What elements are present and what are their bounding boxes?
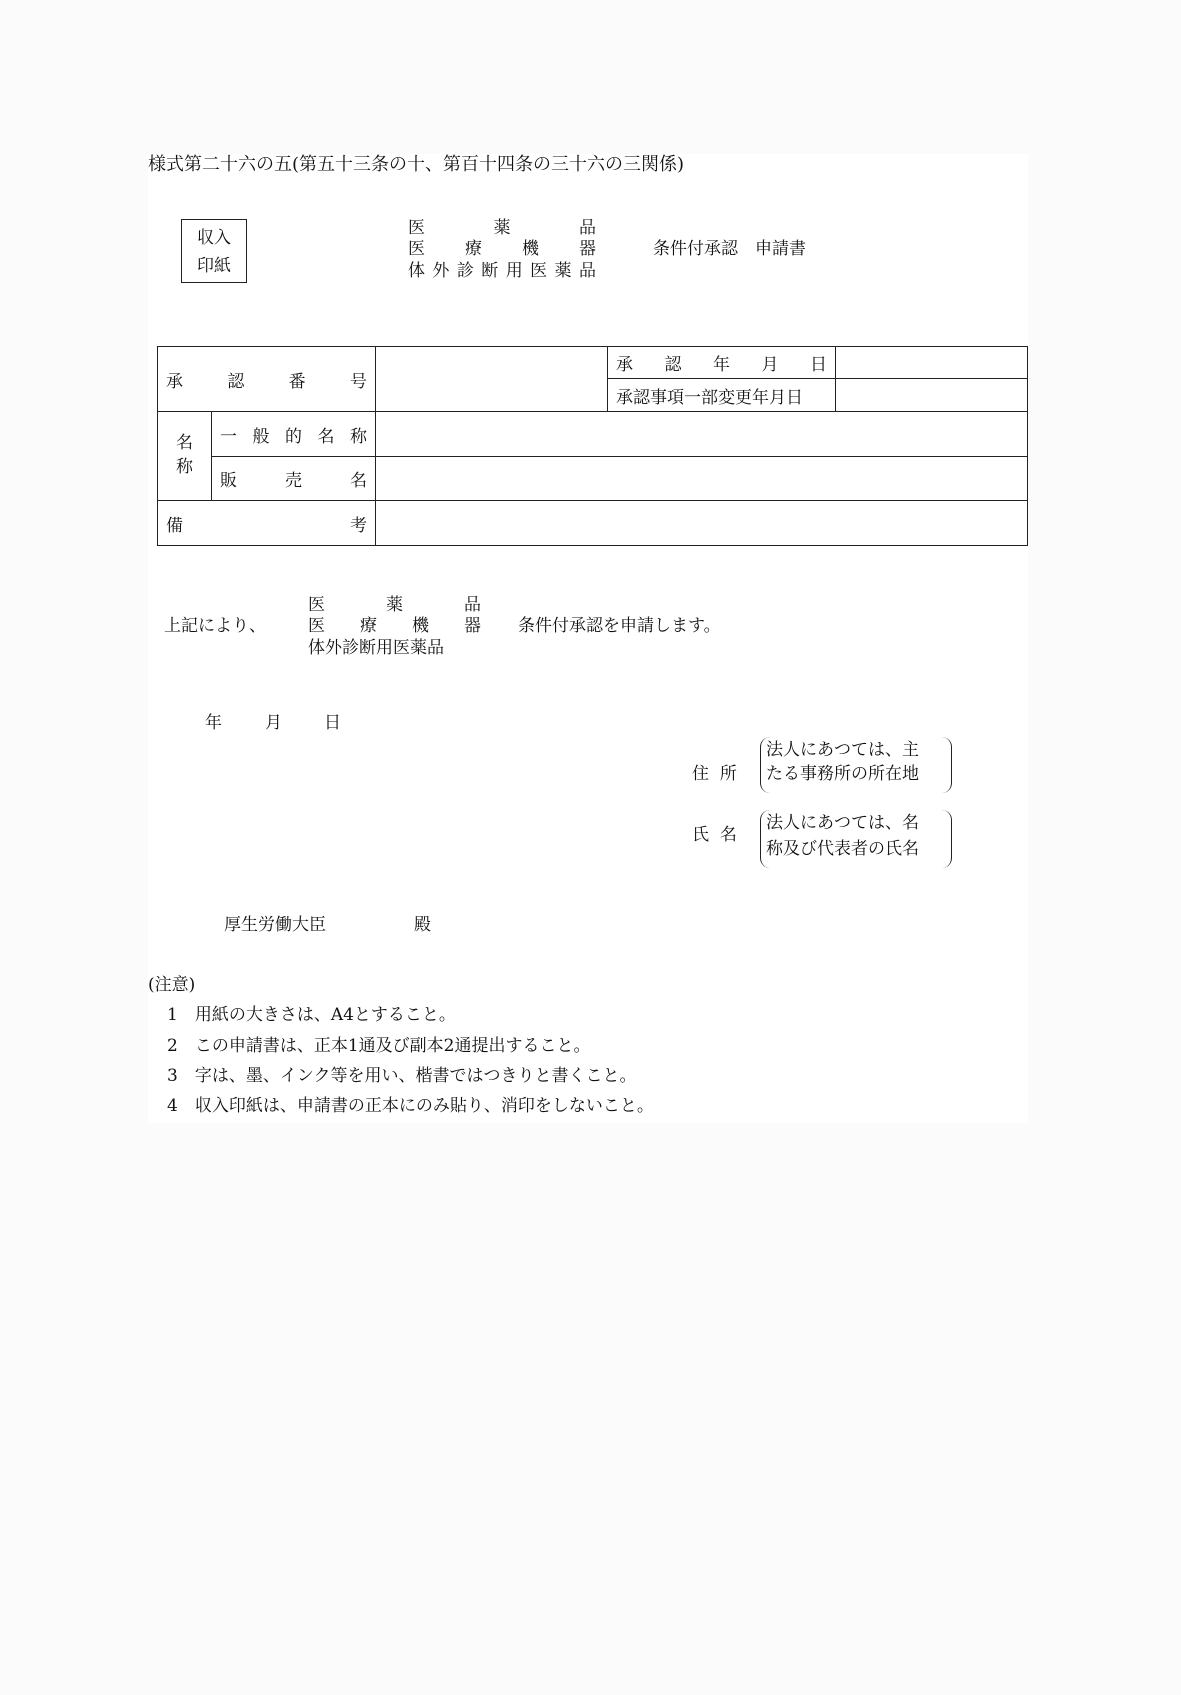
note-item (167, 1038, 590, 1055)
stamp-label-2: 印紙 (197, 256, 231, 276)
char: 認 (664, 355, 682, 375)
char: 医 (308, 595, 325, 615)
char: 療 (465, 239, 482, 259)
statement-category-drug (308, 597, 481, 614)
form-sheet (148, 154, 1028, 1123)
char: 医 (408, 239, 425, 259)
char: 品 (578, 261, 596, 281)
note-text: 字は、墨、インク等を用い、楷書ではつきりと書くこと。 (194, 1066, 637, 1086)
note-text: この申請書は、正本1通及び副本2通提出すること。 (194, 1036, 591, 1056)
char: 器 (579, 239, 596, 259)
approval-number-field[interactable] (376, 347, 608, 412)
char: 名 (317, 426, 335, 447)
char: 薬 (493, 218, 511, 238)
char: 氏 (692, 825, 709, 845)
address-note-1: 法人にあつては、主 (766, 740, 919, 760)
date-day: 日 (324, 713, 341, 733)
char: 薬 (386, 595, 403, 615)
partial-change-date-label: 承認事項一部変更年月日 (608, 379, 836, 412)
char: 機 (412, 616, 429, 636)
char: 品 (579, 218, 596, 238)
char: 番 (288, 371, 306, 392)
char: 年 (713, 355, 730, 375)
char: 認 (227, 371, 245, 392)
char: 用 (505, 261, 523, 281)
general-name-field[interactable] (376, 412, 1028, 457)
char: 品 (464, 595, 481, 615)
sales-name-label (212, 457, 376, 501)
name-note-1: 法人にあつては、名 (766, 813, 919, 833)
note-number: 1 (167, 1005, 178, 1025)
statement-category-ivd: 体外診断用医薬品 (308, 638, 444, 658)
statement-suffix: 条件付承認を申請します。 (518, 616, 721, 636)
char: 一 (220, 426, 237, 447)
char: 薬 (554, 261, 572, 281)
addressee-honorific: 殿 (414, 915, 431, 935)
category-ivd (408, 263, 596, 280)
note-item (167, 1098, 654, 1115)
form-title: 様式第二十六の五(第五十三条の十、第百十四条の三十六の三関係) (148, 154, 685, 175)
char: 外 (432, 261, 450, 281)
header-suffix: 条件付承認 申請書 (653, 239, 806, 259)
char: 所 (719, 764, 737, 784)
revenue-stamp-box (181, 219, 247, 283)
char: 月 (761, 355, 779, 375)
char: 診 (456, 261, 474, 281)
note-number: 2 (167, 1036, 178, 1056)
char: 般 (252, 426, 270, 447)
char: 売 (285, 471, 302, 491)
address-label (692, 766, 737, 783)
address-note-2: たる事務所の所在地 (766, 764, 919, 784)
date-month: 月 (265, 713, 282, 733)
note-number: 3 (167, 1066, 178, 1086)
date-year: 年 (205, 713, 222, 733)
char: 器 (464, 616, 481, 636)
approval-date-field[interactable] (836, 347, 1028, 379)
char: 称 (176, 457, 193, 477)
name-label (692, 827, 737, 844)
char: 体 (408, 261, 425, 281)
name-note-2: 称及び代表者の氏名 (766, 839, 919, 859)
partial-change-date-field[interactable] (836, 379, 1028, 412)
char: 日 (810, 355, 827, 375)
char: 称 (350, 426, 367, 447)
char: 名 (350, 471, 367, 491)
note-text: 収入印紙は、申請書の正本にのみ貼り、消印をしないこと。 (194, 1096, 654, 1116)
char: 住 (692, 764, 709, 784)
remarks-field[interactable] (376, 501, 1028, 546)
char: 承 (616, 355, 633, 375)
note-item (167, 1068, 637, 1085)
notes-heading: (注意) (148, 975, 196, 995)
remarks-label (158, 501, 376, 546)
name-group-label (158, 412, 212, 501)
char: 機 (522, 239, 539, 259)
char: 医 (530, 261, 548, 281)
char: 名 (719, 825, 737, 845)
char: 備 (166, 515, 183, 536)
char: 的 (285, 426, 302, 447)
char: 医 (408, 218, 425, 238)
note-text: 用紙の大きさは、A4とすること。 (194, 1005, 456, 1025)
note-number: 4 (167, 1096, 178, 1116)
application-table (157, 346, 1028, 546)
addressee-name: 厚生労働大臣 (224, 915, 326, 935)
char: 医 (308, 616, 325, 636)
char: 考 (350, 515, 367, 536)
sales-name-field[interactable] (376, 457, 1028, 501)
category-drug (408, 220, 596, 237)
note-item (167, 1007, 456, 1024)
statement-category-device (308, 618, 481, 635)
char: 承 (166, 371, 183, 392)
approval-number-label (158, 347, 376, 412)
general-name-label (212, 412, 376, 457)
statement-prefix: 上記により、 (164, 616, 266, 636)
char: 号 (349, 371, 367, 392)
stamp-label-1: 収入 (197, 228, 231, 248)
category-device (408, 241, 596, 258)
char: 名 (176, 433, 193, 454)
char: 販 (220, 471, 237, 491)
char: 断 (481, 261, 499, 281)
approval-date-label (608, 347, 836, 379)
char: 療 (360, 616, 377, 636)
